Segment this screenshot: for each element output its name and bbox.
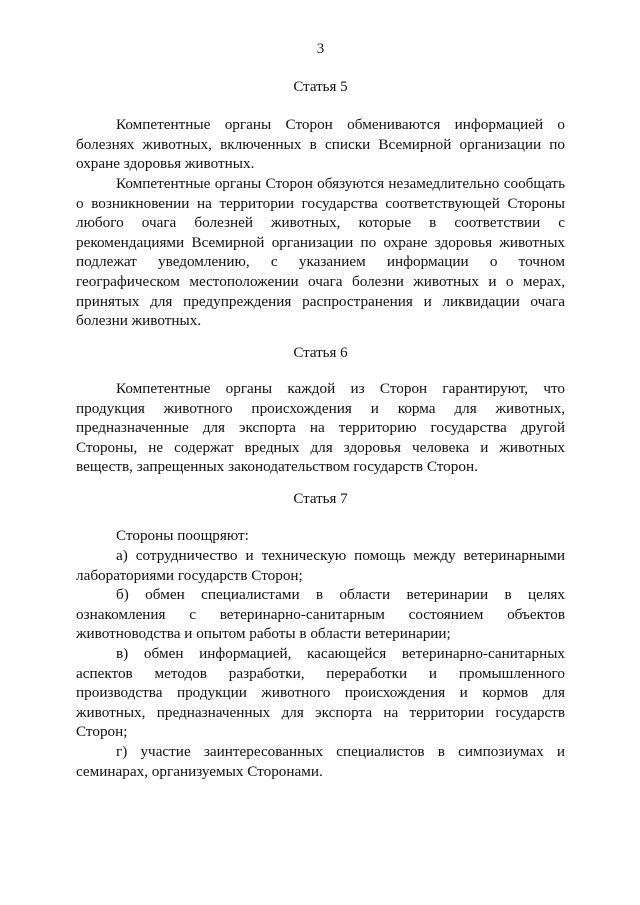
article-5-heading: Статья 5 [293,79,348,95]
article-7-item-d: г) участие заинтересованных специалистов в симпозиумах и семинарах, организуемых Сторонами. [76,743,565,780]
article-5-paragraph-2: Компетентные органы Сторон обязуются незамедлительно сообщать о возникновении на территории государства соответствующей Стороны любого очага болезней животных, которые в соответствии с рекомендациями Всемирной организации по охране здоровья животных подлежат уведомлению, с указанием информации о точном географическом местоположении очага болезни животных и о мерах, принятых для предупреждения распространения и ликвидации очага болезни животных. [76,175,565,330]
article-5-paragraph-1: Компетентные органы Сторон обмениваются информацией о болезнях животных, включенных в списки Всемирной организации по охране здоровья животных. [76,116,565,173]
article-6-heading: Статья 6 [293,345,348,361]
article-7-item-b: б) обмен специалистами в области ветеринарии в целях ознакомления с ветеринарно-санитарным состоянием объектов животноводства и опытом работы в области ветеринарии; [76,586,565,643]
article-7-intro: Стороны поощряют: [116,527,249,544]
article-7-heading: Статья 7 [293,491,348,507]
page-number: 3 [316,41,325,57]
article-6-paragraph-1: Компетентные органы каждой из Сторон гарантируют, что продукция животного происхождения и корма для животных, предназначенные для экспорта на территорию государства другой Стороны, не содержат вредных для здоровья человека и животных веществ, запрещенных законодательством государств Сторон. [76,380,565,476]
article-7-item-c: в) обмен информацией, касающейся ветеринарно-санитарных аспектов методов разработки, переработки и промышленного производства продукции животного происхождения и кормов для животных, предназначенных для экспорта на территории государств Сторон; [76,645,565,741]
article-7-item-a: а) сотрудничество и техническую помощь между ветеринарными лабораториями государств Сторон; [76,547,565,584]
